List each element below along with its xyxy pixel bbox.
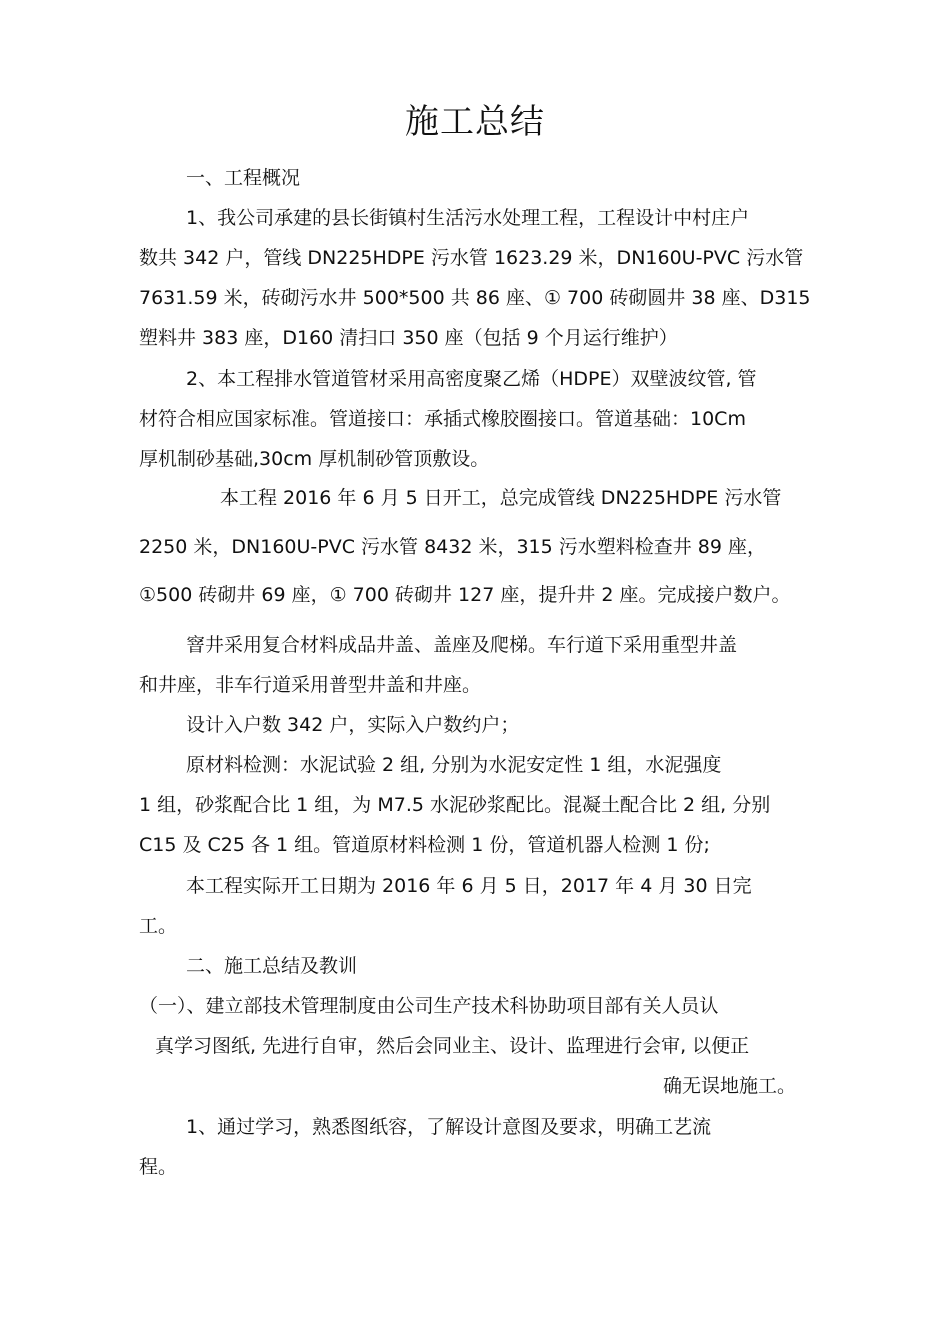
paragraph-line: 材符合相应国家标准。管道接口：承插式橡胶圈接口。管道基础：10Cm	[139, 408, 746, 430]
page-title: 施工总结	[405, 102, 545, 142]
paragraph-line: 真学习图纸, 先进行自审，然后会同业主、设计、监理进行会审, 以便正	[155, 1035, 750, 1057]
section-heading-summary: 二、施工总结及教训	[186, 955, 358, 977]
paragraph-line: 1、通过学习，熟悉图纸容，了解设计意图及要求，明确工艺流	[186, 1116, 712, 1138]
paragraph-line: ①500 砖砌井 69 座，① 700 砖砌井 127 座，提升井 2 座。完成接户数户。	[139, 584, 791, 606]
paragraph-line: 1、我公司承建的县长街镇村生活污水处理工程，工程设计中村庄户	[186, 207, 750, 229]
paragraph-line: 程。	[139, 1156, 178, 1178]
paragraph-line: 7631.59 米，砖砌污水井 500*500 共 86 座、① 700 砖砌圆井 38 座、D315	[139, 287, 811, 309]
paragraph-line: C15 及 C25 各 1 组。管道原材料检测 1 份，管道机器人检测 1 份;	[139, 834, 710, 856]
paragraph-line: 原材料检测：水泥试验 2 组, 分别为水泥安定性 1 组，水泥强度	[186, 754, 722, 776]
paragraph-line: （一）、建立部技术管理制度由公司生产技术科协助项目部有关人员认	[139, 995, 719, 1017]
paragraph-line: 厚机制砂基础,30cm 厚机制砂管顶敷设。	[139, 448, 490, 470]
paragraph-line: 设计入户数 342 户，实际入户数约户；	[186, 714, 520, 736]
paragraph-line: 2、本工程排水管道管材采用高密度聚乙烯（HDPE）双壁波纹管, 管	[186, 368, 757, 390]
paragraph-line: 本工程实际开工日期为 2016 年 6 月 5 日，2017 年 4 月 30 日完	[186, 875, 752, 897]
paragraph-line: 工。	[139, 915, 178, 937]
paragraph-line: 2250 米，DN160U-PVC 污水管 8432 米，315 污水塑料检查井 89 座，	[139, 536, 767, 558]
paragraph-line: 塑料井 383 座，D160 清扫口 350 座（包括 9 个月运行维护）	[139, 327, 678, 349]
paragraph-line: 数共 342 户，管线 DN225HDPE 污水管 1623.29 米，DN160U-PVC 污水管	[139, 247, 804, 269]
paragraph-line: 窨井采用复合材料成品井盖、盖座及爬梯。车行道下采用重型井盖	[186, 634, 738, 656]
section-heading-overview: 一、工程概况	[186, 167, 301, 189]
paragraph-line: 和井座，非车行道采用普型井盖和井座。	[139, 674, 482, 696]
paragraph-line: 确无误地施工。	[663, 1075, 797, 1097]
paragraph-line: 1 组，砂浆配合比 1 组，为 M7.5 水泥砂浆配比。混凝土配合比 2 组, 分别	[139, 794, 771, 816]
paragraph-line: 本工程 2016 年 6 月 5 日开工，总完成管线 DN225HDPE 污水管	[220, 487, 782, 509]
